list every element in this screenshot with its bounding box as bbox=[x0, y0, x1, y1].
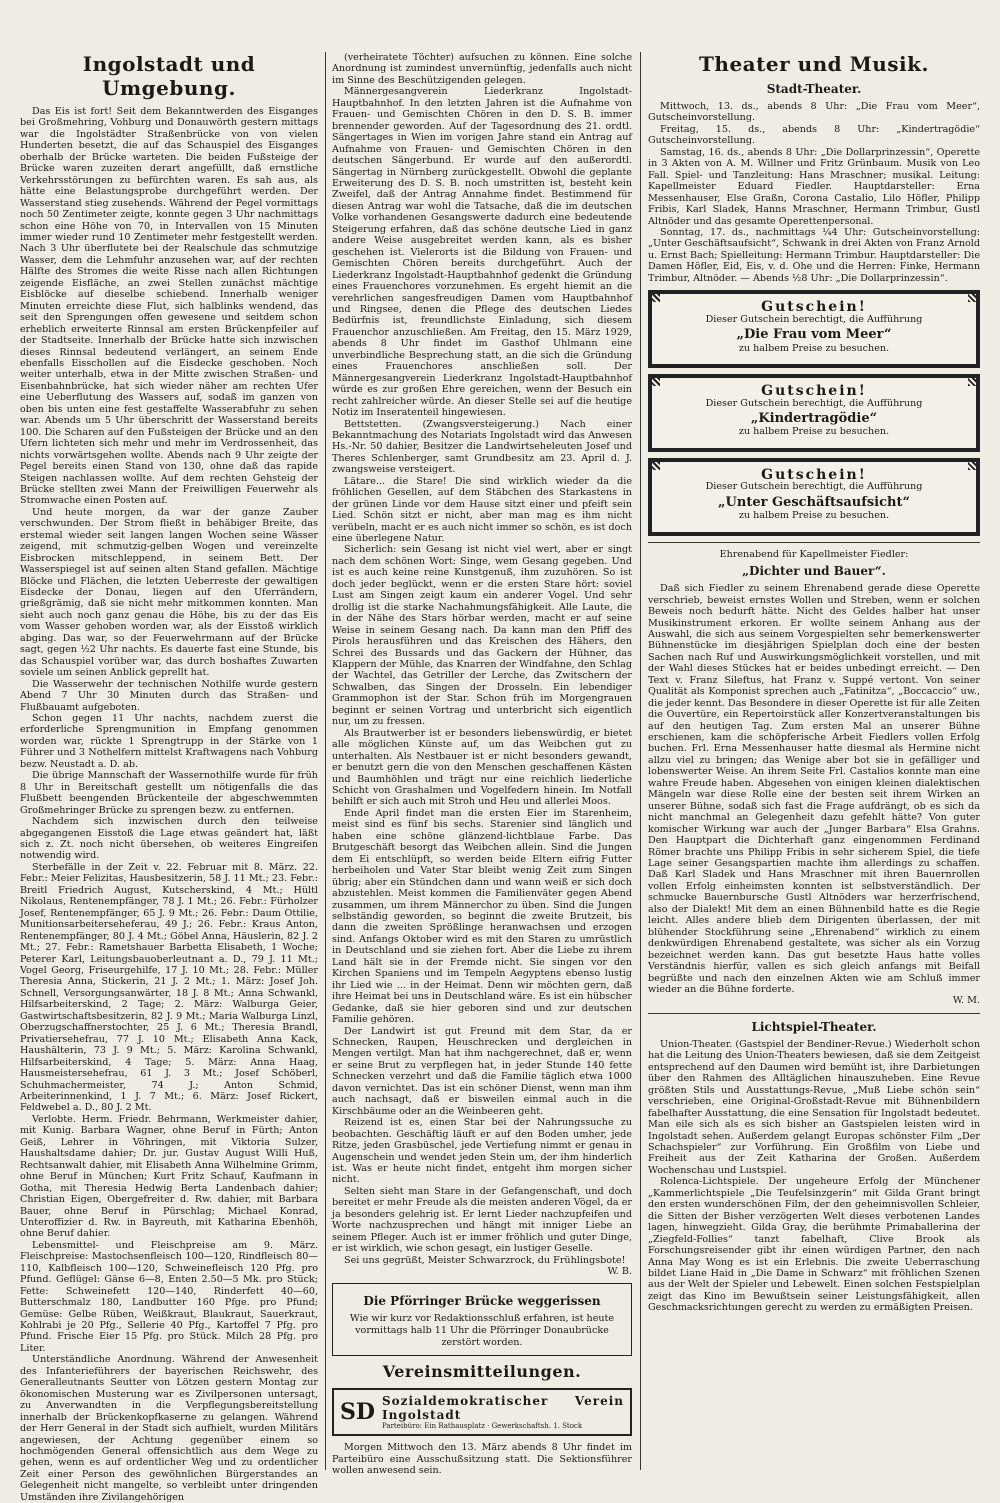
article-starlings-4: Ende April findet man die ersten Eier im Starenheim, meist sind es fünf bis sechs. Starenier sind länglich und haben eine schöne glänzend-lichtblaue Farbe. Das Brutgeschäft besorgt das Weibchen allein. Sind die Jungen dem Ei entschlüpft, so werden beide Eltern eifrig Futter herbeiholen und Vater Star bleibt wenig Zeit zum Singen übrig; aber ein Stündchen dann und wann weiß er sich doch abzustehlen. Meist kommen die Familienväter gegen Abend zusammen, um ihrem Männerchor zu üben. Sind die Jungen selbständig geworden, so beginnt die zweite Brutzeit, bis dann die zweiten Sprößlinge heranwachsen und erzogen sind. Anfangs Oktober wird es mit den Staren zu umrüstlich in Deutschland und sie ziehen fort. Aber die Liebe zu ihrem Land hält sie in der Fremde nicht. Sie singen vor den Kirchen Spaniens und im Tempeln Aegyptens ebenso lustig ihr Lied wie ... in der Heimat. Denn wir möchten gern, daß ihre Heimat bei uns in Deutschland wäre. Es ist ein hübscher Gedanke, daß sie hier geboren sind und zur deutschen Familie gehören. bbox=[332, 807, 632, 1026]
section-title-ingolstadt: Ingolstadt und Umgebung. bbox=[82, 52, 256, 100]
article-ice: Das Eis ist fort! Seit dem Bekanntwerden des Eisganges bei Großmehring, Vohburg und Donauwörth gestern mittags war die Ingolstädter Straßenbrücke von von vielen Hunderten besetzt, die auf das Schauspiel des Eisganges oberhalb der Brücke warteten. Die beiden Fußsteige der Brücke waren zuzeiten derart angefüllt, daß ernstliche Verkehrsstörungen zu befürchten waren. Es sah aus, als hätte eine Belastungsprobe durchgeführt werden. Der Wasserstand stieg zusehends. Während der Pegel vormittags noch 50 Zentimeter zeigte, konnte gegen 3 Uhr nachmittags schon eine Höhe von 70, in Intervallen von 15 Minuten immer wieder rund 10 Zentimeter mehr festgestellt werden. Nach 3 Uhr überflutete bei der Realschule das schmutzige Wasser, dem die Lehmfuhr anzusehen war, auf der rechten Hälfte des Stromes die weite Risse nach allen Richtungen zeigende Eisfläche, an zwei Stellen zunächst mächtige Eisblöcke auf dieselbe schiebend. Innerhalb weniger Minuten erreichte diese Flut, sich halblinks wendend, das seit den Sprengungen offen gewesene und seitdem schon erheblich erweiterte Rinnsal am ersten Brückenpfeiler auf der Stadtseite. Innerhalb der Brücke hatte sich inzwischen dieses Rinnsal bedeutend verlängert, an seinem Ende ebenfalls Eisschollen auf die Eisdecke geschoben. Noch weiter unterhalb, etwa in der Mitte zwischen Straßen- und Eisenbahnbrücke, hat sich wieder näher am rechten Ufer eine Ueberflutung des Wassers auf, sodaß im ganzen von oben bis unten eine fest gestaffelte Wasserabfuhr zu sehen war. Abends um 5 Uhr überschritt der Wasserstand bereits 100. Die Scharen auf den Fußsteigen der Brücke und an den Ufern lichteten sich mehr und mehr im Verdrossenheit, das nichts vorwärtsgehen wollte. Abends nach 9 Uhr zeigte der Pegel bereits einen Stand von 130, ohne daß das rapide Steigen nachlassen wollte. Auf dem rechten Gehsteig der Brücke stellten zwei Mann der Freiwilligen Feuerwehr als Stromwache einen Posten auf. bbox=[20, 106, 318, 507]
party-notice: Morgen Mittwoch den 13. März abends 8 Uhr findet im Parteibüro eine Ausschußsitzung statt. Die Sektionsführer wollen anwesend sein. bbox=[332, 1442, 632, 1477]
party-logo-sub: Parteibüro: Ein Rathausplatz · Gewerkschaftsh. 1. Stock bbox=[382, 1422, 583, 1431]
article-starlings-8: Sei uns gegrüßt, Meister Schwarzrock, du Frühlingsbote! bbox=[344, 1254, 626, 1266]
column-rule-2 bbox=[640, 52, 641, 1470]
article-auction: Bettstetten. (Zwangsversteigerung.) Nach einer Bekanntmachung des Notariats Ingolstadt wird das Anwesen Hs.-Nr. 50 dahier, Besitzer die Landwirtseheleuten Josef und Theres Schlenberger, samt Grundbesitz am 23. April d. J. zwangsweise versteigert. bbox=[332, 418, 632, 476]
article-starlings-2: Sicherlich: sein Gesang ist nicht viel wert, aber er singt nach dem schönen Wort: Singe, wem Gesang gegeben. Und ist es auch keine reine Kunstgenuß, ihm zuzuhören. So ist doch jeder beglückt, wenn er die ersten Stare hört: soviel Lust am Singen zeigt kaum ein anderer Vogel. Und sehr drollig ist die starke Nachahmungsfähigkeit. Alle Laute, die in der Nähe des Stars hörbar werden, macht er auf seine Weise in seinem Gesang nach. Da kann man den Pfiff des Pirols herausführen und das Kreischen des Hähers, den Schrei des Bussards und das Gackern der Hühner, das Klappern der Mühle, das Knarren der Windfahne, den Schlag der Wachtel, das Getriller der Lerche, das Zwitschern der Schwalben, das Singen der Drosseln. Ein lebendiger Grammophon ist der Star. Schon früh im Morgengrauen beginnt er seinen Vortrag und unterbricht sich eigentlich nur, um zu fressen. bbox=[332, 544, 632, 728]
article-waterwatch: Die Wasserwehr der technischen Nothilfe wurde gestern Abend 7 Uhr 30 Minuten durch das Straßen- und Flußbauamt aufgeboten. bbox=[20, 678, 318, 713]
subsection-lichtspiel: Lichtspiel-Theater. bbox=[751, 1019, 877, 1034]
signature-wm: W. M. bbox=[952, 995, 980, 1007]
section-title-theater: Theater und Musik. bbox=[699, 52, 929, 76]
column-rule-1 bbox=[325, 52, 326, 1470]
program-sun: Sonntag, 17. ds., nachmittags ¼4 Uhr: Gutscheinvorstellung: „Unter Geschäftsaufsicht“, Schwank in drei Akten von Franz Arnold u. Ernst Bach; Spielleitung: Hermann Trimbur. Hauptdarsteller: Die Damen Höfler, Eid, Eis, v. d. Ohe und die Herren: Finke, Hermann Trimbur, Altnöder. — Abends ½8 Uhr: „Die Dollarprinzessin“. bbox=[648, 226, 980, 284]
article-choir: Männergesangverein Liederkranz Ingolstadt-Hauptbahnhof. In den letzten Jahren ist die Aufnahme von Frauen- und Gemischten Chören in den D. S. B. immer brennender geworden. Auf der Tagesordnung des 21. ordtl. Sängertages in Wien im vorigen Jahre stand ein Antrag auf Aufnahme von Frauen- und Gemischten Chören in den deutschen Sängerbund. Er wurde auf den außerordtl. Sängertag in Nürnberg zurückgestellt. Obwohl die geplante Erweiterung des D. S. B. noch umstritten ist, besteht kein Zweifel, daß der Antrag Annahme findet. Bestimmend für diesen Antrag war wohl die Tatsache, daß die im deutschen Volke vorhandenen Gesangswerte dadurch eine bedeutende Steigerung erfahren, daß das schöne deutsche Lied in ganz andere Weise ausgebreitet werden kann, als es bisher geschehen ist. Vielerorts ist die Bildung von Frauen- und Gemischten Chören bereits durchgeführt. Auch der Liederkranz Ingolstadt-Hauptbahnhof gedenkt die Gründung eines Frauenchores vorzunehmen. Es ergeht hiemit an die verehrlichen sangesfreudigen Damen vom Hauptbahnhof und Ringsee, denen die Pflege des deutschen Liedes Bedürfnis ist, freundlichste Einladung, sich diesem Frauenchor anzuschließen. Am Freitag, den 15. März 1929, abends 8 Uhr findet im Gasthof Uhlmann eine unverbindliche Besprechung statt, an die sich die Gründung eines Frauenchores anschließen soll. Der Männergesangverein Liederkranz Ingolstadt-Hauptbahnhof würde es zur großen Ehre gereichen, wenn der Besuch ein recht zahlreicher würde. An dieser Stelle sei auf die heutige Notiz im Inseratenteil hingewiesen. bbox=[332, 86, 632, 419]
article-order: Unterständliche Anordnung. Während der Anwesenheit des Infanterieführers der bayerischen Reichswehr, des Generalleutnants Seutter von Lötzen gestern Montag zur ökonomischen Musterung war es Zivilpersonen untersagt, zu Anverwandten in die Verpflegungsbereitstellung innerhalb der Brückenkopfkaserne zu gelangen. Während der Herr General in der Stadt sich aufhielt, wurden Militärs angewiesen, der Achtung gegenüber einem so hochmögenden General offensichtlich aus dem Wege zu gehen, wenn es auf ordentlicher Weg und zu ordentlicher Zeit einer Person des gewöhnlichen Bürgerstandes an Gelegenheit nicht mangelte, so verbleibt unter dringenden Umständen ihre Zivilangehörigen bbox=[20, 1354, 318, 1503]
coupon-corner bbox=[648, 458, 660, 470]
engagements-list: Verlobte. Herm. Friedr. Behrmann, Werkmeister dahier, mit Kunig. Barbara Wagner, ohne Beruf in Fürth; Anton Geiß, Lehrer in Vöhringen, mit Viktoria Sulzer, Haushaltsdame dahier; Dr. jur. Gustav August Willi Huß, Rechtsanwalt dahier, mit Elisabeth Anna Wilhelmine Grimm, ohne Beruf in München; Kurt Fritz Schauf, Kaufmann in Gotha, mit Theresia Hedwig Berta Landenbach dahier; Christian Eigen, Obergefreiter d. Rw. dahier, mit Barbara Bauer, ohne Beruf in Pürschlag; Michael Konrad, Unteroffizier d. Rw. in Bayreuth, mit Katharina Ebenhöh, ohne Beruf dahier. bbox=[20, 1113, 318, 1240]
article-sprengtrupp: Schon gegen 11 Uhr nachts, nachdem zuerst die erforderliche Sprengmunition in Empfang genommen worden war, rückte 1 Sprengtrupp in der Stärke von 1 Führer und 3 Nothelfern mittelst Kraftwagens nach Vohburg bezw. Neustadt a. D. ab. bbox=[20, 713, 318, 770]
coupon-corner bbox=[968, 374, 980, 386]
review-title: „Dichter und Bauer“. bbox=[742, 564, 886, 579]
coupon-corner bbox=[968, 290, 980, 302]
cinema-rolenca: Rolenca-Lichtspiele. Der ungeheure Erfolg der Münchener „Kammerlichtspiele „Die Teufelsinzgerin“ mit Gilda Grant bringt den ersten wunderschönen Film, der den geheimnisvollen Schleier, die Sitten der Bisher verzögerten Welt dieses verbotenen Landes lagen, hinwegzieht. Gilda Gray, die berühmte Primaballerina der „Ziegfeld-Follies“ tanzt fabelhaft, Clive Brook als Forschungsreisender gibt ihr einen würdigen Partner, den nach Anna May Wong es ist ein Erlebnis. Die zweite Ueberraschung bildet Liane Haid in „Die Dame in Schwarz“ mit fröhlichen Szenen aus der Welt der Spieler und Lebewelt. Einen solchen Festspielplan zeigt das Kino im Bewußtsein seiner Leistungsfähigkeit, allen Geschmacksrichtungen gerecht zu werden zu ermäßigten Preisen. bbox=[648, 1176, 980, 1314]
article-starlings: Lätare... die Stare! Die sind wirklich wieder da die fröhlichen Gesellen, auf dem Stäbchen des Starkastens in der grünen Linde vor dem Hause sitzt einer und pfeift sein Lied. Schön sitzt er nicht, aber man mag es ihm nicht verübeln, macht er es auch nicht immer so schön, es ist doch eine überlegene Natur. bbox=[332, 475, 632, 545]
article-starlings-6: Reizend ist es, einen Star bei der Nahrungssuche zu beobachten. Geschäftig läuft er auf den Boden umher, jede Ritze, jeden Grasbüschel, jede Vertiefung nimmt er genau in Augenschein und wendet jeden Stein um, der ihm hinderlich ist. Was er heute nicht findet, entgeht ihm morgen sicher nicht. bbox=[332, 1117, 632, 1186]
coupon-text: Dieser Gutschein berechtigt, die Aufführung bbox=[705, 481, 923, 493]
coupon-text: Dieser Gutschein berechtigt, die Aufführung bbox=[705, 313, 923, 325]
article-starlings-7: Selten sieht man Stare in der Gefangenschaft, und doch bereitet er mehr Freude als die meisten anderen Vögel, da er ja besonders gelehrig ist. Er lernt Lieder nachzupfeifen und Worte nachzusprechen und hängt mit inniger Liebe an seinem Pfleger. Auch ist er immer fröhlich und guter Dinge, er ist wirklich, wie schon gesagt, ein lustiger Geselle. bbox=[332, 1185, 632, 1255]
coupon-geschaeftsaufsicht bbox=[648, 458, 980, 536]
subsection-stadttheater: Stadt-Theater. bbox=[766, 82, 862, 96]
coupon-play: „Kindertragödie“ bbox=[750, 410, 878, 426]
coupon-play: „Unter Geschäftsaufsicht“ bbox=[718, 494, 910, 510]
coupon-frau-vom-meer bbox=[648, 290, 980, 368]
divider bbox=[648, 1013, 980, 1014]
coupon-title: Gutschein! bbox=[761, 299, 867, 316]
bridge-news-box bbox=[332, 1283, 632, 1356]
column-local-news-2 bbox=[332, 52, 632, 1477]
coupon-text-2: zu halbem Preise zu besuchen. bbox=[738, 342, 890, 354]
article-continued: (verheiratete Töchter) aufsuchen zu können. Eine solche Anordnung ist zumindest unvernünftig, jedenfalls auch nicht im Sinne des Beschützigenden gelegen. bbox=[332, 52, 632, 86]
party-logo bbox=[332, 1388, 632, 1436]
article-starlings-3: Als Brautwerber ist er besonders liebenswürdig, er bietet alle möglichen Künste auf, um das Weibchen gut zu unterhalten. Als Nestbauer ist er nicht besonders gewandt, er benutzt gern die von den Menschen geschaffenen Kästen und Baumhöhlen und trägt nur eine reichlich liederliche Schicht von Grashalmen und Vogelfedern hinein. Im Notfall behilft er sich auch mit Stroh und Heu und allerlei Moos. bbox=[332, 727, 632, 808]
column-theater bbox=[648, 52, 980, 1470]
program-wed: Mittwoch, 13. ds., abends 8 Uhr: „Die Frau vom Meer“, Gutscheinvorstellung. bbox=[648, 101, 980, 124]
heading-vereine: Vereinsmitteilungen. bbox=[382, 1362, 582, 1382]
deaths-list: Sterbefälle in der Zeit v. 22. Februar mit 8. März. 22. Febr.: Meier Felizitas, Hausbesitzerin, 58 J. 11 Mt.; 23. Febr.: Breitl Friedrich August, Kutscherskind, 4 Mt.; Hültl Nikolaus, Rentenempfänger, 78 J. 1 Mt.; 26. Febr.: Fürholzer Josef, Rentenempfänger, 65 J. 9 Mt.; 26. Febr.: Daum Ottilie, Munitionsarbeiterseheferau, 49 J.; 26. Febr.: Kraus Anton, Rentenempfänger, 80 J. 4 Mt.; Göbel Anna, Häuslerin, 82 J. 2 Mt.; 27. Febr.: Rametshauer Barbetta Elisabeth, 1 Woche; Peterer Karl, Leitungsbauoberleutnant a. D., 79 J. 11 Mt.; Vogel Georg, Friseurgehilfe, 17 J. 10 Mt.; 28. Febr.: Müller Theresia Anna, Stickerin, 21 J. 2 Mt.; 1. März: Josef Joh. Schnell, Versorgungsanwärter, 18 J. 8 Mt.; Anna Schwankl, Hilfsarbeiterskind, 2 Tage; 2. März: Walburga Geier, Gastwirtschaftsbesitzerin, 82 J. 9 Mt.; Maria Walburga Linzl, Oberzugschaffnerstochter, 25 J. 6 Mt.; Theresia Brandl, Privatiersehefrau, 77 J. 10 Mt.; Elisabeth Anna Kack, Haushälterin, 73 J. 9 Mt.; 5. März: Karolina Schwankl, Hilfsarbeiterskind, 4 Tage; 5. März: Anna Haag, Hausmeistersehefrau, 61 J. 3 Mt.; Josef Schöberl, Schuhmachermeister, 74 J.; Anton Schmid, Arbeiterinnenkind, 1 J. 7 Mt.; 6. März: Josef Rickert, Feldwebel a. D., 80 J. 2 Mt. bbox=[20, 861, 318, 1114]
program-sat: Samstag, 16. ds., abends 8 Uhr: „Die Dollarprinzessin“, Operette in 3 Akten von A. M. Willner und Fritz Grünbaum. Musik von Leo Fall. Spiel- und Tanzleitung: Hans Mraschner; musikal. Leitung: Kapellmeister Eduard Fiedler. Hauptdarsteller: Erna Messenhauser, Else Graßn, Corona Castalio, Lilo Höfler, Philipp Fribis, Karl Sladek, Hanns Mraschner, Hermann Trimbur, Gustl Altnöder und das gesamte Operettenpersonal. bbox=[648, 146, 980, 227]
food-prices: Lebensmittel- und Fleischpreise am 9. März. Fleischpreise: Mastochsenfleisch 100—120, Rindfleisch 80—110, Kalbfleisch 100—120, Schweinefleisch 120 Pfg. pro Pfund. Geflügel: Gänse 6—8, Enten 2.50—5 Mk. pro Stück; Fette: Schweinefett 120—140, Rinderfett 40—60, Butterschmalz 180, Landbutter 160 Pfge. pro Pfund; Gemüse: Gelbe Rüben, Weißkraut, Blaukraut, Sauerkraut, Kohlrabi je 20 Pfg., Sellerie 40 Pfg., Kartoffel 7 Pfg. pro Pfund. Frische Eier 15 Pfg. pro Stück. Milch 28 Pfg. pro Liter. bbox=[20, 1239, 318, 1354]
party-logo-name: Sozialdemokratischer Verein Ingolstadt bbox=[382, 1394, 624, 1423]
column-local-news bbox=[20, 52, 318, 1503]
article-crew: Die übrige Mannschaft der Wassernothilfe wurde für früh 8 Uhr in Bereitschaft gestellt um nötigenfalls die das Flußbett beengenden Brückenteile der abgeschwemmten Großmehringer Brücke zu sprengen bezw. zu entfernen. bbox=[20, 770, 318, 816]
coupon-text-2: zu halbem Preise zu besuchen. bbox=[738, 510, 890, 522]
coupon-corner bbox=[968, 458, 980, 470]
coupon-text-2: zu halbem Preise zu besuchen. bbox=[738, 426, 890, 438]
article-situation: Nachdem sich inzwischen durch den teilweise abgegangenen Eisstoß die Lage etwas geändert hat, läßt sich z. Zt. noch nicht übersehen, ob weiteres Eingreifen notwendig wird. bbox=[20, 816, 318, 862]
coupon-title: Gutschein! bbox=[761, 466, 867, 483]
coupon-text: Dieser Gutschein berechtigt, die Aufführung bbox=[705, 397, 923, 409]
coupon-play: „Die Frau vom Meer“ bbox=[736, 327, 892, 343]
coupon-corner bbox=[648, 290, 660, 302]
review-heading: Ehrenabend für Kapellmeister Fiedler: bbox=[719, 548, 909, 560]
heading-bridge: Die Pförringer Brücke weggerissen bbox=[363, 1294, 601, 1309]
article-ice-2: Und heute morgen, da war der ganze Zauber verschwunden. Der Strom fließt in behäbiger Breite, das erstemal wieder seit langen langen Wochen seine Wässer zeigend, mit schmutzig-gelben Wogen und vereinzelte Eisbrocken mitschleppend, in seinem Bett. Der Wasserspiegel ist auf seinen alten Stand gefallen. Mächtige Blöcke und Flächen, die letzten Ueberreste der gewaltigen Eisdecke der Donau, liegen auf den Uferrändern, grießgrämig, daß sie nicht mehr mitkommen konnten. Man sieht auch noch ganz genau die Höhe, bis zu der das Eis vom Wasser gehoben worden war, als der Eisstoß wirklich abging. Das war, so der Feuerwehrmann auf der Brücke sagt, gegen ½2 Uhr nachts. Es dauerte fast eine Stunde, bis das Schauspiel vorüber war, das durch boshaftes Zuwarten soviele um seinen Anblick geprellt hat. bbox=[20, 506, 318, 679]
cinema-union: Union-Theater. (Gastspiel der Bendiner-Revue.) Wiederholt schon hat die Leitung des Union-Theaters bewiesen, daß sie dem Zeitgeist entsprechend auf den Daumen wird bemüht ist, ihre Darbietungen über den Rahmen des Alltäglichen hinauszuheben. Eine Revue größten Stils und Ausstattungs-Revue, „Muß Liebe schön sein“ verschrieben, eine Original-Großstadt-Revue mit Bühnenbildern fabelhafter Ausstattung, die eine Sensation für Ingolstadt bedeutet. Man eile sich als es sich bisher an Gastspielen leisten wird in Ingolstadt sehen. Außerdem gelangt Europas schönster Film „Der Schachspieler“ zur Vorführung. Ein Großfilm von Liebe und Freiheit aus der Zeit Katharina der Großen. Außerdem Wochenschau und Lustspiel. bbox=[648, 1038, 980, 1176]
review-text: Daß sich Fiedler zu seinem Ehrenabend gerade diese Operette verschrieb, beweist ernstes Wollen und Streben, wenn er solchen Beweis noch bedurft hätte. Nicht des Geldes halber hat unser Musikinstrument erkoren. Er wollte seinem Anhang aus der Auswahl, die sich aus seinem Vorgespielten sehr bemerkenswerter Bühnenstücke im diesjährigen Spielplan doch eine der besten Sachen nach Ruf und Auswirkungsmöglichkeit vorstellen, und mit der Wahl dieses Stückes hat er beides unbedingt erreicht. — Den Text v. Franz Sileftus, hat Franz v. Suppé vertont. Von seiner Qualität als Komponist sprechen auch „Fatinitza“, „Boccaccio“ uw., die jeder kennt. Das Besondere in dieser Operette ist für alle Zeiten die Ouvertüre, ein Repertoirstück aller Konzertveranstaltungen bis auf den heutigen Tag. Zum ersten Mal an unserer Bühne erschienen, kam die schöpferische Arbeit Fiedlers vollen Erfolg buchen. Frl. Erna Messenhauser hatte diesmal als Hermine nicht allzu viel zu bringen; das Wenige aber bot sie in gefälliger und lobenswerter Weise. An ihrem Seite Frl. Castalios konnte man eine wahre Freude haben. Abgesehen von einigen kleinen dialektischen Mängeln war diese Rolle eine der besten seit ihrem Wirken an unserer Bühne, sodaß sich fast die Frage aufdrängt, ob es sich da nicht manchmal an Gelegenheit dazu gefehlt hätte? Von guter komischer Wirkung war auch der „Junger Barbara“ Elsa Grahns. Den Hauptpart die Dichterhaft ganz eingenommen Ferdinand Römer brachte uns Philipp Fribis in sehr sicherem Spiel, die tiefe Lage seiner Gesangspartien machte ihm allerdings zu schaffen. Daß Karl Sladek und Hans Mraschner mit ihren Bauernrollen vollen Erfolg einheimsten konnten ist selbstverständlich. Der schmucke Bauernbursche Gustl Altnöders war herzerfrischend, also der Dialekt! Mit dem an einen Bühnenbild hatte es die Regie leicht. Alles andere blieb dem Dirigenten überlassen, der mit blühender Stockführung seine „Ehrenabend“ wirklich zu einem denkwürdigen Ehrenabend gestaltete, was sicher als ein Vorzug bezeichnet werden kann. Das gut besetzte Haus hatte volles Verständnis hierfür, vallen es sich gleich anfangs mit Beifall begrüßte und nach den einzelnen Akten wie am Schluß immer wieder an die Bühne forderte. bbox=[648, 583, 980, 995]
coupon-kindertragoedie bbox=[648, 374, 980, 452]
party-logo-mark: SD bbox=[340, 1398, 375, 1425]
coupon-title: Gutschein! bbox=[761, 383, 867, 400]
article-starlings-5: Der Landwirt ist gut Freund mit dem Star, da er Schnecken, Raupen, Heuschrecken und dergleichen in Mengen vertilgt. Man hat ihm nachgerechnet, daß er, wenn er seine Brut zu verpflegen hat, in jeder Stunde 140 fette Schnecken verzehrt und daß die Familie täglich etwa 1000 davon vernichtet. Das ist ein schöner Dienst, wenn man ihm auch nachsagt, daß er bisweilen einmal auch in die Kirschbäume oder an die Weinbeeren geht. bbox=[332, 1025, 632, 1117]
signature-wb: W. B. bbox=[607, 1266, 632, 1278]
divider bbox=[648, 542, 980, 543]
program-fri: Freitag, 15. ds., abends 8 Uhr: „Kindertragödie“ Gutscheinvorstellung. bbox=[648, 123, 980, 147]
coupon-corner bbox=[648, 374, 660, 386]
bridge-news-text: Wie wir kurz vor Redaktionsschluß erfahren, ist heute vormittags halb 11 Uhr die Pförringer Donaubrücke zerstört worden. bbox=[349, 1313, 615, 1349]
